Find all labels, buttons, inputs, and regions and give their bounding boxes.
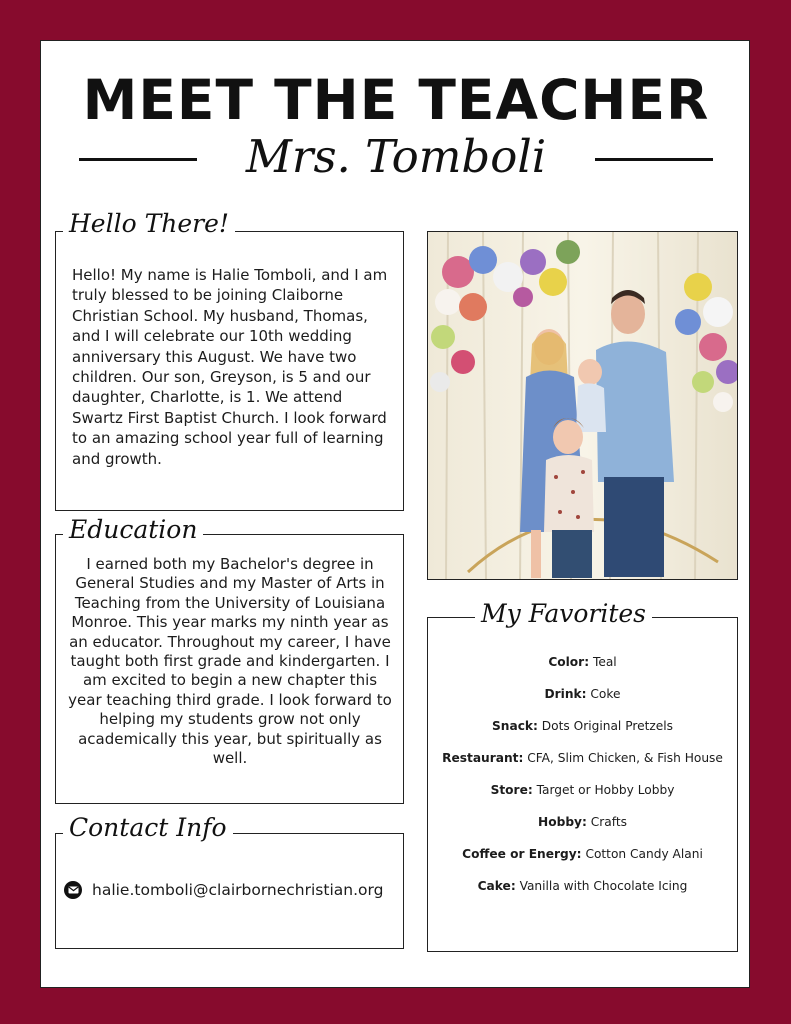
favorite-key: Cake: <box>477 879 516 893</box>
list-item <box>428 838 737 870</box>
favorite-key: Hobby: <box>538 815 587 829</box>
favorite-value: Teal <box>592 655 617 669</box>
favorite-key: Drink: <box>544 687 587 701</box>
education-section <box>55 534 404 804</box>
list-item <box>428 774 737 806</box>
hello-section <box>55 231 404 511</box>
favorite-key: Store: <box>490 783 533 797</box>
favorite-key: Snack: <box>492 719 538 733</box>
email-row[interactable] <box>64 881 383 899</box>
contact-section <box>55 833 404 949</box>
favorite-key: Coffee or Energy: <box>462 847 582 861</box>
title-divider-right <box>595 158 713 161</box>
favorite-value: Cotton Candy Alani <box>585 847 703 861</box>
favorites-list <box>428 646 737 902</box>
favorites-heading: My Favorites <box>475 597 652 631</box>
favorite-value: Coke <box>590 687 621 701</box>
favorites-section <box>427 617 738 952</box>
education-heading: Education <box>63 513 203 547</box>
hello-heading: Hello There! <box>63 207 235 241</box>
favorite-value: Vanilla with Chocolate Icing <box>519 879 688 893</box>
list-item <box>428 678 737 710</box>
list-item <box>428 806 737 838</box>
email-icon <box>64 881 82 899</box>
favorite-value: CFA, Slim Chicken, & Fish House <box>527 751 723 765</box>
list-item <box>428 646 737 678</box>
list-item <box>428 870 737 902</box>
teacher-name: Mrs. Tomboli <box>245 130 547 183</box>
page-title: MEET THE TEACHER <box>82 68 710 132</box>
list-item <box>428 742 737 774</box>
list-item <box>428 710 737 742</box>
favorite-key: Color: <box>548 655 590 669</box>
favorite-key: Restaurant: <box>442 751 524 765</box>
title-divider-left <box>79 158 197 161</box>
contact-heading: Contact Info <box>63 811 233 845</box>
education-text: I earned both my Bachelor's degree in General Studies and my Master of Arts in Teaching from the University of Louisiana Monroe. This year marks my ninth year as an educator. Throughout my career, I have taught both first grade and kindergarten. I am excited to begin a new chapter this year teaching third grade. I look forward to helping my students grow not only academically this year, but spiritually as well. <box>68 555 392 768</box>
favorite-value: Target or Hobby Lobby <box>536 783 675 797</box>
hello-text: Hello! My name is Halie Tomboli, and I am truly blessed to be joining Claiborne Christian School. My husband, Thomas, and I will celebrate our 10th wedding anniversary this August. We have two children. Our son, Greyson, is 5 and our daughter, Charlotte, is 1. We attend Swartz First Baptist Church. I look forward to an amazing school year full of learning and growth. <box>72 266 388 468</box>
email-address[interactable]: halie.tomboli@clairbornechristian.org <box>92 881 384 899</box>
flyer-sheet <box>40 40 750 988</box>
favorite-value: Crafts <box>590 815 627 829</box>
family-photo <box>427 231 738 580</box>
favorite-value: Dots Original Pretzels <box>541 719 673 733</box>
